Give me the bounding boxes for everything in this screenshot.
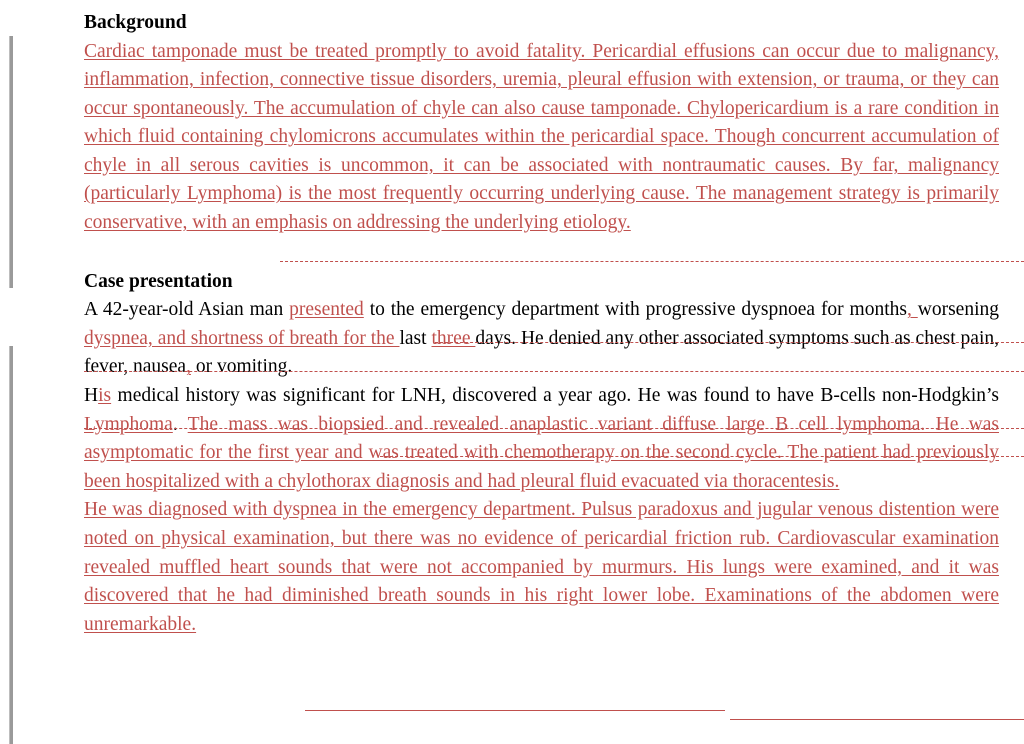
heading-background: Background bbox=[84, 12, 187, 33]
comment-underline-breath-sounds bbox=[305, 710, 725, 711]
paragraph-background-1 bbox=[84, 38, 999, 238]
comment-connector-management-strategy bbox=[280, 261, 1024, 262]
change-bar-background bbox=[9, 36, 13, 288]
tracked-insertion-run: is bbox=[98, 384, 112, 406]
comment-connector-vomiting bbox=[84, 428, 1024, 429]
tracked-insertion-run: The mass was biopsied and revealed anaplastic variant diffuse large B cell lymphoma. He was asymptomatic for the first year and was treated with chemotherapy on the second cycle. The patient had previously been hospitalized with a chylothorax diagnosis and had pleural fluid evacuated via thoracentesis. bbox=[84, 413, 999, 492]
tracked-insertion-run: dyspnea, and shortness of breath for the bbox=[84, 327, 400, 349]
tracked-insertion-run: , bbox=[906, 299, 918, 321]
unchanged-text-run: H bbox=[84, 384, 99, 406]
comment-connector-lnh bbox=[380, 456, 1024, 457]
tracked-insertion-run: Lymphoma bbox=[84, 413, 173, 435]
comment-connector-presented-bottom bbox=[84, 371, 1024, 372]
paragraph-case-3 bbox=[84, 496, 999, 639]
document-body bbox=[84, 0, 999, 639]
section-spacer bbox=[84, 238, 999, 268]
unchanged-text-run: medical history was significant for LNH, discovered a year ago. He was found to have B-cells non-Hodgkin’s bbox=[111, 384, 999, 406]
paragraph-case-1 bbox=[84, 296, 999, 382]
unchanged-text-run: . bbox=[172, 413, 188, 435]
unchanged-text-run: or vomiting. bbox=[190, 356, 293, 378]
unchanged-text-run: last bbox=[399, 327, 432, 349]
tracked-insertion-run: three bbox=[431, 327, 476, 349]
paragraph-case-2 bbox=[84, 382, 999, 496]
unchanged-text-run: A 42-year-old Asian man bbox=[84, 299, 290, 321]
unchanged-text-run: to the emergency department with progressive dyspnoea for months bbox=[363, 299, 907, 321]
unchanged-text-run: worsening bbox=[917, 299, 999, 321]
comment-rule-bottom bbox=[730, 719, 1024, 720]
tracked-insertion-run: He was diagnosed with dyspnea in the emergency department. Pulsus paradoxus and jugular venous distention were noted on physical examination, but there was no evidence of pericardial friction rub. Cardiovascular examination revealed muffled heart sounds that were not accompanied by murmurs. His lungs were examined, and it was discovered that he had diminished breath sounds in his right lower lobe. Examinations of the abdomen were unremarkable. bbox=[84, 499, 999, 635]
tracked-insertion-run: Cardiac tamponade must be treated promptly to avoid fatality. Pericardial effusions can occur due to malignancy, inflammation, infection, connective tissue disorders, uremia, pleural effusion with extension, or trauma, or they can occur spontaneously. The accumulation of chyle can also cause tamponade. Chylopericardium is a rare condition in which fluid containing chylomicrons accumulates within the pericardial space. Though concurrent accumulation of chyle in all serous cavities is uncommon, it can be associated with nontraumatic causes. By far, malignancy (particularly Lymphoma) is the most frequently occurring underlying cause. The management strategy is primarily conservative, with an emphasis on addressing the underlying etiology. bbox=[84, 40, 999, 234]
unchanged-text-run: days. He denied any other associated symptoms such as chest pain, fever, nausea bbox=[84, 327, 999, 378]
tracked-insertion-run: , bbox=[186, 356, 191, 378]
comment-connector-presented-top bbox=[435, 342, 1024, 343]
tracked-insertion-run: presented bbox=[289, 299, 364, 321]
heading-case-presentation: Case presentation bbox=[84, 270, 233, 292]
change-bar-case-presentation bbox=[9, 346, 13, 744]
